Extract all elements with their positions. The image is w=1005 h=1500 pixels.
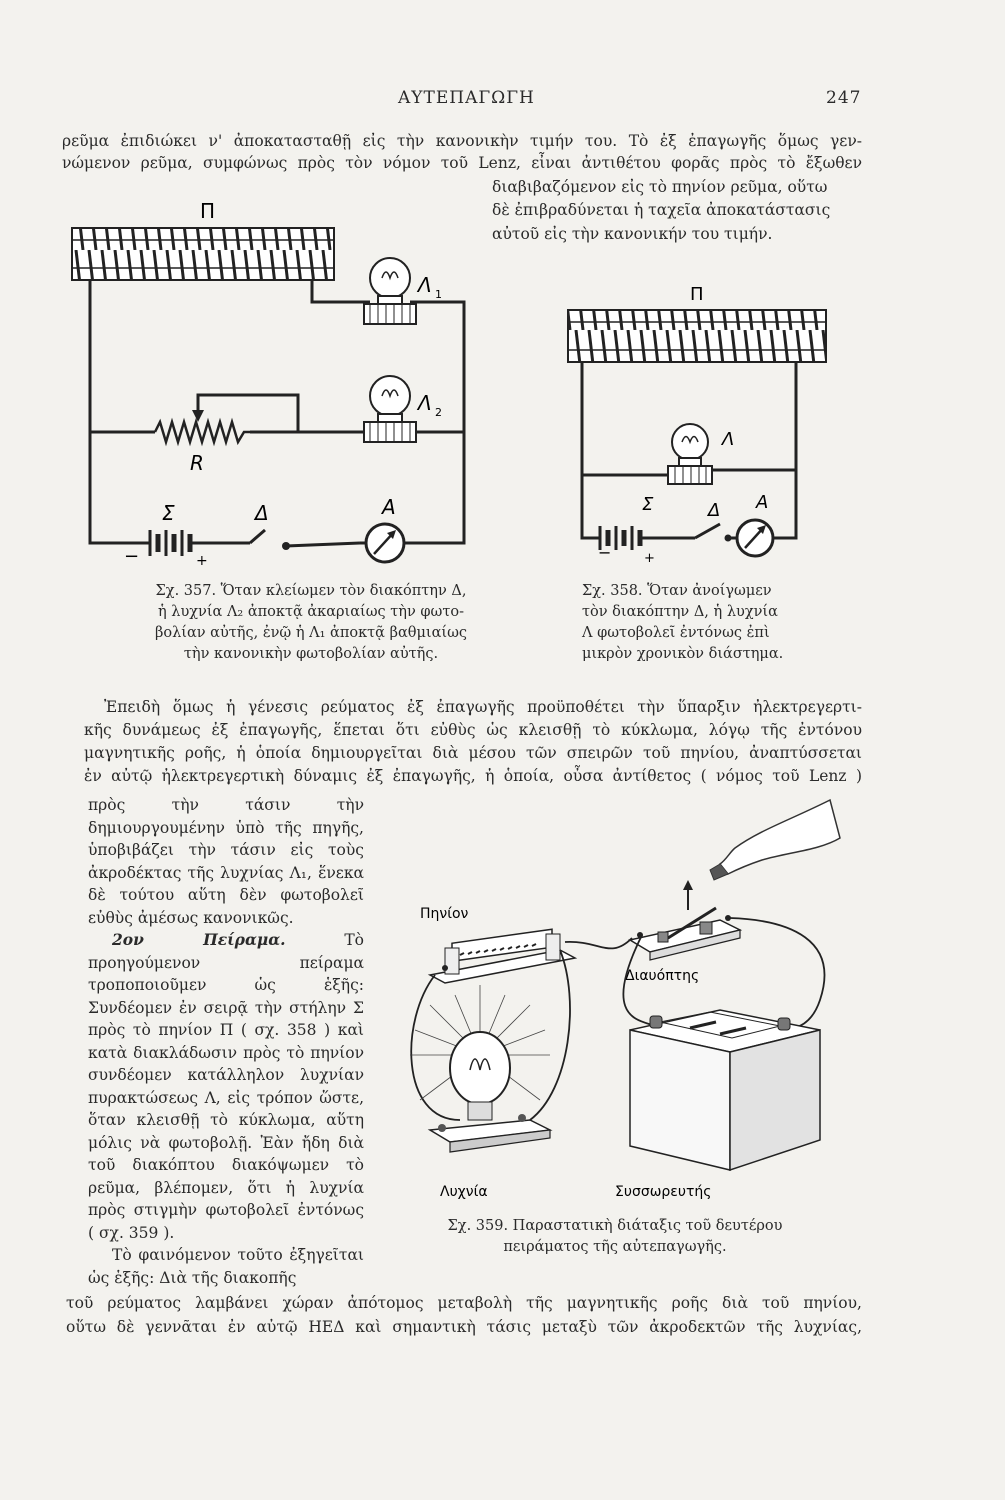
intro-line-4: δὲ ἐπιβραδύνεται ἡ ταχεῖα ἀποκατάστασις	[492, 201, 831, 219]
intro-line-5: αὐτοῦ εἰς τὴν κανονικήν του τιμήν.	[492, 225, 773, 243]
battery-label: Σ	[642, 494, 654, 515]
coil-P2	[568, 310, 826, 362]
body-line-3: μαγνητικῆς ροῆς, ἡ ὁποία δημιουργεῖται διὰ μέσου τῶν σπειρῶν τοῦ πηνίου, ἀναπτύσσεται	[84, 744, 862, 762]
page-number: 247	[826, 88, 862, 108]
battery-minus: −	[598, 543, 612, 562]
rheostat-slider-arrow	[192, 410, 204, 422]
wire-left	[90, 280, 150, 543]
intro-line-3: διαβιβαζόμενον εἰς τὸ πηνίον ρεῦμα, οὕτω	[492, 178, 828, 196]
battery-plus: +	[644, 551, 655, 566]
lamp2-subscript: 2	[435, 406, 442, 419]
caption-357: Σχ. 357. Ὅταν κλείωμεν τὸν διακόπτην Δ, ἡ λυχνία Λ₂ ἀποκτᾷ ἀκαριαίως τὴν φωτο- βολίαν αὐτῆς, ἐνῷ ἡ Λ₁ ἀποκτᾷ βαθμιαίως τὴν κανονικὴν φωτοβολίαν αὐτῆς.	[154, 583, 468, 662]
coil-P1	[72, 228, 334, 280]
switch-label: Δ	[708, 500, 721, 521]
paragraph-2: 2ον Πείραμα. Τὸ προηγούμενον πείραμα τροποποιοῦμεν ὡς ἑξῆς: Συνδέομεν ἐν σειρᾷ τὴν στήλην Σ πρὸς τὸ πηνίον Π ( σχ. 358 ) καὶ κατὰ διακλάδωσιν πρὸς τὸ πηνίον συνδέομεν κατάλληλον λυχνίαν πυρακτώσεως Λ, εἰς τρόπον ὥστε, ὅταν κλεισθῇ τὸ κύκλωμα, αὕτη μόλις νὰ φωτοβολῇ. Ἐὰν ἤδη διὰ τοῦ διακόπτου διακόψωμεν τὸ ρεῦμα, βλέπομεν, ὅτι ἡ λυχνία πρὸς στιγμὴν φωτοβολεῖ ἐντόνως ( σχ. 359 ).	[88, 930, 364, 1242]
body-line-1: Ἐπειδὴ ὅμως ἡ γένεσις ρεύματος ἐξ ἐπαγωγῆς προϋποθέτει τὴν ὕπαρξιν ἠλεκτρεγερτι-	[104, 698, 862, 716]
lamp-caption-label: Λυχνία	[440, 1184, 488, 1200]
lamp2-label: Λ	[418, 391, 432, 415]
glowing-lamp	[410, 985, 550, 1152]
lamp-L1	[364, 258, 416, 324]
figure-357-circuit	[60, 190, 480, 580]
lamp1-subscript: 1	[435, 288, 442, 301]
figure-359-illustration	[390, 790, 860, 1210]
body-line-4: ἐν αὐτῷ ἠλεκτρεγερτικὴ δύναμις ἐξ ἐπαγωγῆς, ἡ ὁποία, οὖσα ἀντίθετος ( νόμος τοῦ Lenz )	[84, 767, 862, 785]
ammeter-label: Α	[382, 495, 396, 519]
paragraph-1: πρὸς τὴν τάσιν τὴν δημιουργουμένην ὑπὸ τῆς πηγῆς, ὑποβιβάζει τὴν τάσιν εἰς τοὺς ἀκροδέκτας τῆς λυχνίας Λ₁, ἕνεκα δὲ τούτου αὕτη δὲν φωτοβολεῖ εὐθὺς ἀμέσως κανονικῶς.	[88, 796, 364, 927]
switch-label: Δ	[255, 501, 269, 525]
caption-358: Σχ. 358. Ὅταν ἀνοίγωμεν τὸν διακόπτην Δ, ἡ λυχνία Λ φωτοβολεῖ ἐντόνως ἐπὶ μικρὸν χρονικὸν διάστημα.	[582, 583, 784, 662]
hand-illustration	[710, 800, 840, 880]
lamp1-label: Λ	[418, 273, 432, 297]
lamp-L	[668, 424, 712, 484]
ammeter-A	[360, 524, 404, 562]
intro-line-1: ρεῦμα ἐπιδιώκει ν' ἀποκατασταθῇ εἰς τὴν κανονικὴν τιμήν του. Τὸ ἐξ ἐπαγωγῆς ὅμως γεν-	[62, 132, 862, 150]
switch-D-open	[695, 524, 736, 542]
battery-box	[630, 1010, 820, 1170]
coil-on-stand	[430, 929, 575, 983]
battery-plus: +	[196, 553, 208, 569]
body-line-2: κῆς δυνάμεως ἐξ ἐπαγωγῆς, ἕπεται ὅτι εὐθὺς ὡς κλεισθῇ τὸ κύκλωμα, λόγῳ τῆς ἐντόνου	[84, 721, 862, 739]
paragraph-3: Τὸ φαινόμενον τοῦτο ἐξηγεῖται ὡς ἑξῆς: Διὰ τῆς διακοπῆς	[88, 1246, 364, 1287]
switch-D	[250, 530, 360, 550]
running-header: ΑΥΤΕΠΑΓΩΓΗ	[398, 88, 535, 108]
experiment-2-heading: 2ον Πείραμα.	[112, 930, 286, 949]
knife-switch	[630, 908, 740, 960]
rheostat-label: R	[190, 451, 204, 475]
caption-359: Σχ. 359. Παραστατικὴ διάταξις τοῦ δευτέρου πειράματος τῆς αὐτεπαγωγῆς.	[447, 1218, 783, 1255]
battery-S	[600, 526, 695, 550]
arrow-up-icon	[683, 880, 693, 890]
ammeter-A	[737, 520, 773, 556]
coil-caption-label: Πηνίον	[420, 906, 469, 922]
wrapped-text-column	[88, 794, 364, 1289]
intro-line-2: νώμενον ρεῦμα, συμφώνως πρὸς τὸν νόμον τοῦ Lenz, εἶναι ἀντιθέτου φορᾶς πρὸς τὸ ἔξωθεν	[62, 154, 862, 172]
figure-358-circuit	[560, 270, 840, 570]
battery-caption-label: Συσσωρευτής	[615, 1184, 712, 1200]
lamp-L2	[364, 376, 416, 442]
battery-minus: −	[124, 546, 140, 567]
ammeter-label: Α	[756, 492, 769, 513]
rheostat-R	[155, 422, 250, 442]
final-line-2: οὕτω δὲ γεννᾶται ἐν αὐτῷ ΗΕΔ καὶ σημαντικὴ τάσις μεταξὺ τῶν ἀκροδεκτῶν τῆς λυχνίας,	[66, 1318, 862, 1336]
final-line-1: τοῦ ρεύματος λαμβάνει χώραν ἀπότομος μεταβολὴ τῆς μαγνητικῆς ροῆς διὰ τοῦ πηνίου,	[66, 1294, 862, 1312]
coil-label-P: Π	[200, 199, 216, 223]
coil-label-P: Π	[690, 284, 704, 305]
battery-label: Σ	[162, 501, 175, 525]
switch-caption-label: Διαυόπτης	[625, 968, 700, 984]
lamp-label: Λ	[722, 429, 735, 450]
